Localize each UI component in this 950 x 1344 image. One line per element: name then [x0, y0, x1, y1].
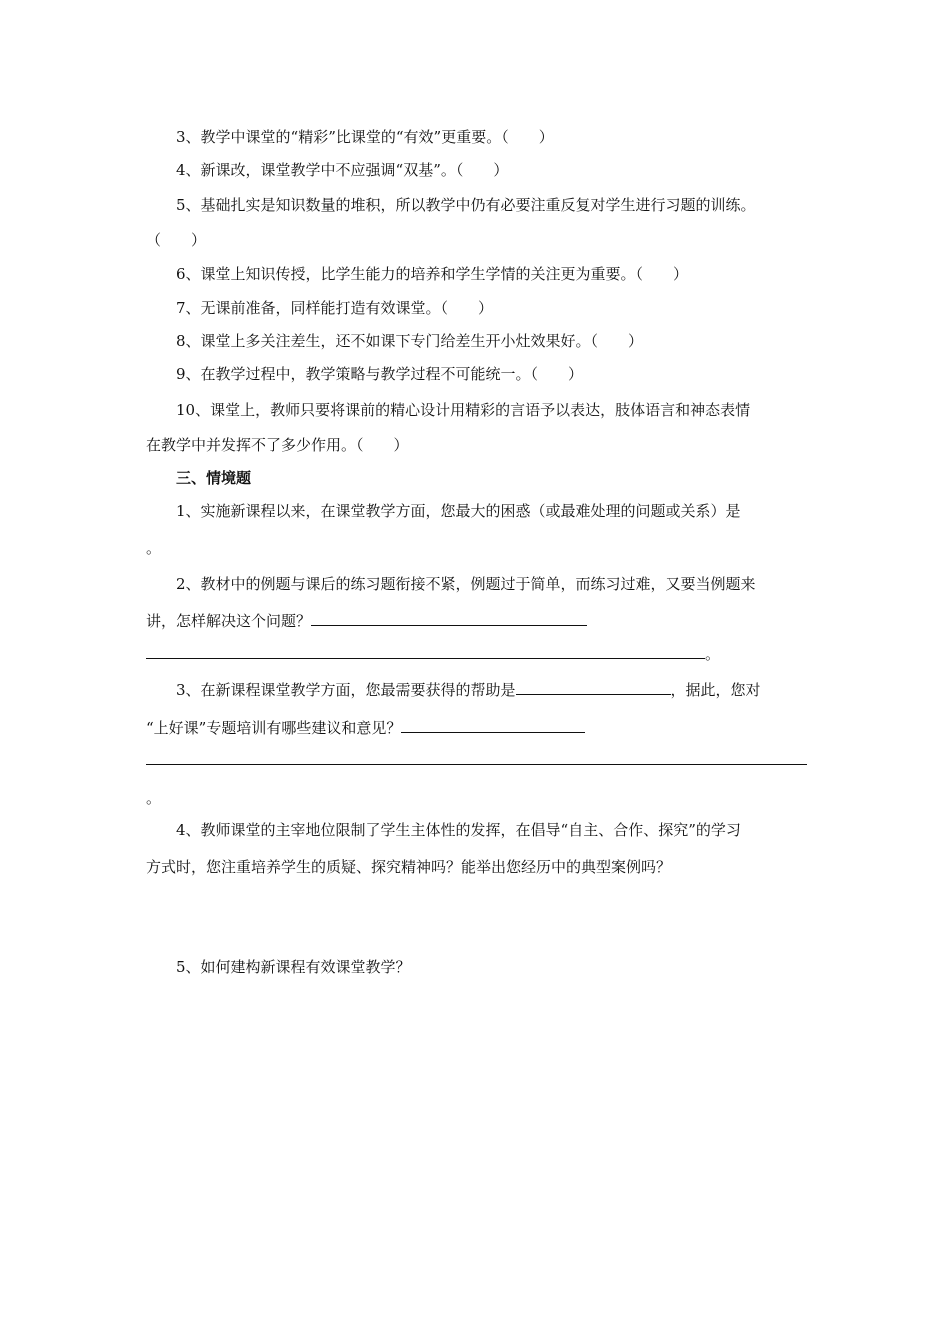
- scenario-4-line2: 方式时，您注重培养学生的质疑、探究精神吗？能举出您经历中的典型案例吗？: [146, 858, 672, 876]
- judgement-item-9: 9、在教学过程中，教学策略与教学过程不可能统一。（ ）: [176, 365, 584, 383]
- section-heading: 三、情境题: [176, 469, 252, 487]
- scenario-2-line2: [146, 609, 587, 631]
- scenario-3-line2: [146, 716, 585, 738]
- scenario-5: 5、如何建构新课程有效课堂教学？: [176, 958, 411, 976]
- scenario-3-continuation: ，据此，您对: [670, 681, 761, 699]
- answer-blank[interactable]: [311, 609, 587, 626]
- judgement-item-4: 4、新课改，课堂教学中不应强调“双基”。（ ）: [176, 161, 509, 179]
- scenario-2-question: 讲，怎样解决这个问题？: [146, 612, 312, 630]
- judgement-item-5-line2: （ ）: [146, 231, 207, 249]
- scenario-2-end: 。: [705, 645, 721, 663]
- answer-line[interactable]: [146, 658, 705, 659]
- answer-line[interactable]: [146, 764, 807, 765]
- judgement-item-5-line1: 5、基础扎实是知识数量的堆积，所以教学中仍有必要注重反复对学生进行习题的训练。: [176, 196, 756, 214]
- scenario-2-line1: 2、教材中的例题与课后的练习题衔接不紧，例题过于简单，而练习过难，又要当例题来: [176, 575, 756, 593]
- suggestion-blank[interactable]: [401, 716, 585, 733]
- judgement-item-3: 3、教学中课堂的“精彩”比课堂的“有效”更重要。（ ）: [176, 128, 554, 146]
- scenario-3-line1: [176, 678, 761, 700]
- judgement-item-6: 6、课堂上知识传授，比学生能力的培养和学生学情的关注更为重要。（ ）: [176, 265, 689, 283]
- judgement-item-10-line1: 10、课堂上，教师只要将课前的精心设计用精彩的言语予以表达，肢体语言和神态表情: [176, 401, 751, 419]
- scenario-1-line2: 。: [146, 539, 162, 557]
- scenario-3-end: 。: [146, 789, 162, 807]
- scenario-3-question: 3、在新课程课堂教学方面，您最需要获得的帮助是: [176, 681, 516, 699]
- scenario-1-line1: 1、实施新课程以来，在课堂教学方面，您最大的困惑（或最难处理的问题或关系）是: [176, 502, 741, 520]
- scenario-3-prompt: “上好课”专题培训有哪些建议和意见？: [146, 719, 402, 737]
- judgement-item-7: 7、无课前准备，同样能打造有效课堂。（ ）: [176, 299, 494, 317]
- scenario-4-line1: 4、教师课堂的主宰地位限制了学生主体性的发挥，在倡导“自主、合作、探究”的学习: [176, 821, 741, 839]
- judgement-item-10-line2: 在教学中并发挥不了多少作用。（ ）: [146, 436, 409, 454]
- help-blank[interactable]: [516, 678, 671, 695]
- judgement-item-8: 8、课堂上多关注差生，还不如课下专门给差生开小灶效果好。（ ）: [176, 332, 644, 350]
